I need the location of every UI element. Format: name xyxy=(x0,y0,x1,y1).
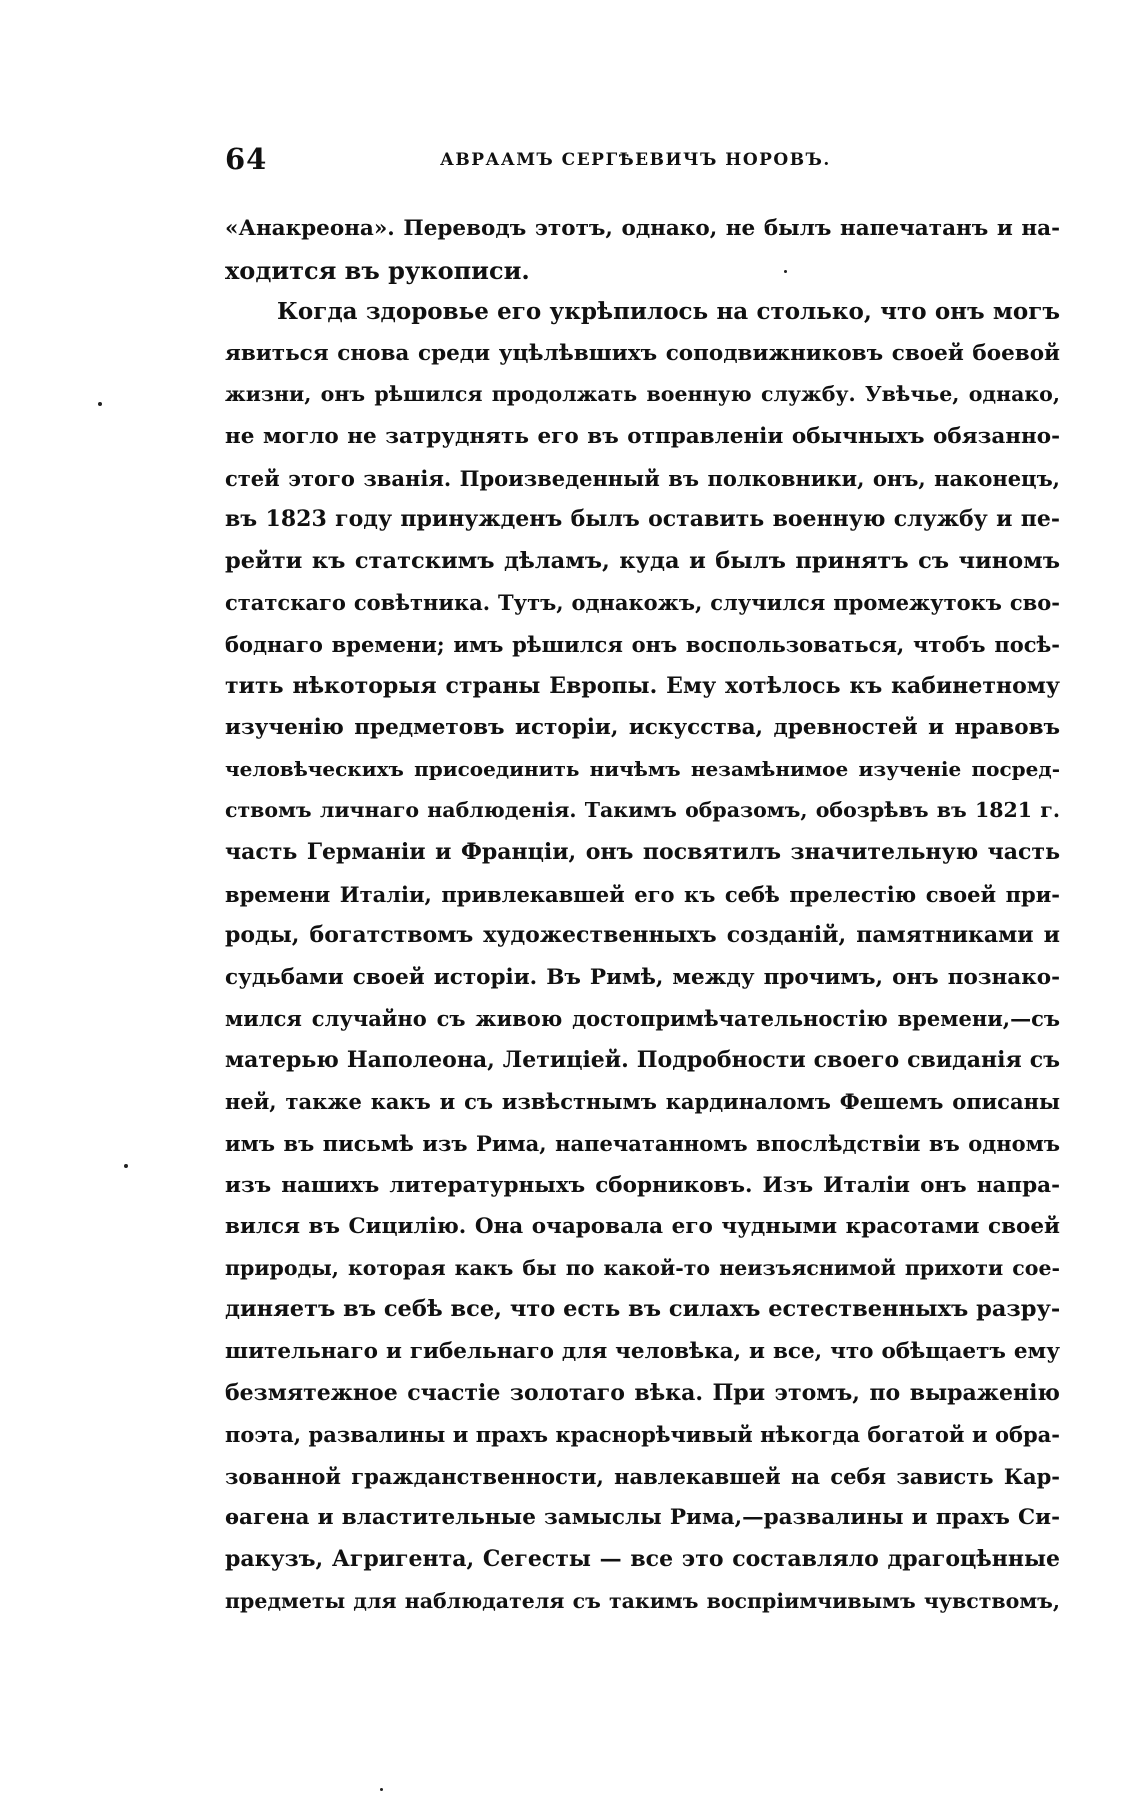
text-line: ѳагена и властительные замыслы Рима,—развалины и прахъ Си- xyxy=(225,1505,1060,1531)
text-line: зованной гражданственности, навлекавшей на себя зависть Кар- xyxy=(225,1463,1060,1489)
running-title: АВРААМЪ СЕРГѢЕВИЧЪ НОРОВЪ. xyxy=(440,150,831,170)
text-line: явиться снова среди уцѣлѣвшихъ соподвижниковъ своей боевой xyxy=(225,340,1060,366)
text-line: въ 1823 году принужденъ былъ оставить военную службу и пе- xyxy=(225,506,1060,533)
text-line: тить нѣкоторыя страны Европы. Ему хотѣлось къ кабинетному xyxy=(225,672,1060,699)
text-line: ней, также какъ и съ извѣстнымъ кардиналомъ Фешемъ описаны xyxy=(225,1089,1060,1115)
text-line: боднаго времени; имъ рѣшился онъ воспользоваться, чтобъ посѣ- xyxy=(225,631,1060,657)
scan-speck xyxy=(98,402,102,406)
running-head xyxy=(225,142,1060,182)
scan-speck xyxy=(124,1164,128,1168)
text-line: мился случайно съ живою достопримѣчательностію времени,—съ xyxy=(225,1006,1060,1032)
text-line: Когда здоровье его укрѣпилось на столько, что онъ могъ xyxy=(277,298,1060,326)
text-line: жизни, онъ рѣшился продолжать военную службу. Увѣчье, однако, xyxy=(225,382,1060,407)
text-line: часть Германіи и Франціи, онъ посвятилъ значительную часть xyxy=(225,838,1060,865)
text-line: роды, богатствомъ художественныхъ созданій, памятниками и xyxy=(225,922,1060,949)
text-line: ракузъ, Агригента, Сегесты — все это составляло драгоцѣнные xyxy=(225,1546,1060,1572)
text-line: изученію предметовъ исторіи, искусства, древностей и нравовъ xyxy=(225,715,1060,741)
text-line: поэта, развалины и прахъ краснорѣчивый нѣкогда богатой и обра- xyxy=(225,1422,1060,1448)
text-line: безмятежное счастіе золотаго вѣка. При этомъ, по выраженію xyxy=(225,1379,1060,1406)
scan-speck xyxy=(380,1788,383,1791)
text-line: статскаго совѣтника. Тутъ, однакожъ, случился промежутокъ сво- xyxy=(225,590,1060,616)
text-line: судьбами своей исторіи. Въ Римѣ, между прочимъ, онъ познако- xyxy=(225,964,1060,990)
scan-speck xyxy=(784,270,787,273)
text-line: вился въ Сицилію. Она очаровала его чудными красотами своей xyxy=(225,1214,1060,1240)
text-line: «Анакреона». Переводъ этотъ, однако, не былъ напечатанъ и на- xyxy=(225,216,1060,241)
text-line: шительнаго и гибельнаго для человѣка, и все, что обѣщаетъ ему xyxy=(225,1339,1060,1365)
text-line: времени Италіи, привлекавшей его къ себѣ прелестію своей при- xyxy=(225,881,1060,907)
text-line: имъ въ письмѣ изъ Рима, напечатанномъ впослѣдствіи въ одномъ xyxy=(225,1131,1060,1157)
text-line: предметы для наблюдателя съ такимъ воспріимчивымъ чувствомъ, xyxy=(225,1588,1060,1613)
text-line: ствомъ личнаго наблюденія. Такимъ образомъ, обозрѣвъ въ 1821 г. xyxy=(225,798,1060,823)
text-line: стей этого званія. Произведенный въ полковники, онъ, наконецъ, xyxy=(225,465,1060,491)
body-text xyxy=(225,208,1060,1622)
text-line: человѣческихъ присоединить ничѣмъ незамѣнимое изученіе посред- xyxy=(225,756,1060,781)
text-line: матерью Наполеона, Летиціей. Подробности своего свиданія съ xyxy=(225,1046,1060,1073)
text-line: ходится въ рукописи. xyxy=(225,255,530,285)
text-line: рейти къ статскимъ дѣламъ, куда и былъ принятъ съ чиномъ xyxy=(225,547,1060,574)
text-line: диняетъ въ себѣ все, что есть въ силахъ естественныхъ разру- xyxy=(225,1296,1060,1323)
text-line: изъ нашихъ литературныхъ сборниковъ. Изъ Италіи онъ напра- xyxy=(225,1172,1060,1198)
text-line: не могло не затруднять его въ отправленіи обычныхъ обязанно- xyxy=(225,423,1060,449)
page-number: 64 xyxy=(225,142,268,176)
text-line: природы, которая какъ бы по какой-то неизъяснимой прихоти сое- xyxy=(225,1255,1060,1280)
